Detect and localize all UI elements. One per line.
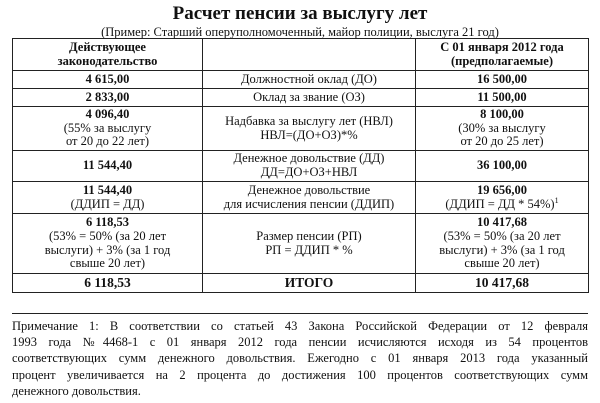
cell-current: 6 118,53 (53% = 50% (за 20 лет выслуги) + 3% (за 1 год свыше 20 лет) bbox=[13, 214, 203, 274]
cell-future: 19 656,00 (ДДИП = ДД * 54%)$^1$ bbox=[416, 182, 589, 214]
footnote-line: соответствующих сумм денежного довольствия. Ежегодно с 01 января 2013 года указанный bbox=[12, 351, 588, 366]
total-future: 10 417,68 bbox=[416, 274, 589, 293]
cell-current: 4 096,40 (55% за выслугу от 20 до 22 лет) bbox=[13, 107, 203, 151]
footnote-line: 1993 года №4468-1 с 01 января 2012 года пенсии исчисляются исходя из 54 процентов bbox=[12, 335, 588, 350]
table-row bbox=[13, 182, 589, 214]
cell-future: 16 500,00 bbox=[416, 71, 589, 89]
footnote-line: Примечание 1: В соответствии со статьей 43 Закона Российской Федерации от 12 февраля bbox=[12, 319, 588, 333]
cell-current: 4 615,00 bbox=[13, 71, 203, 89]
header-empty-cell bbox=[203, 39, 416, 71]
table-row bbox=[13, 71, 589, 89]
total-label: ИТОГО bbox=[203, 274, 416, 293]
table-header-row bbox=[13, 39, 589, 71]
table-row bbox=[13, 107, 589, 151]
cell-label: Денежное довольствие (ДД) ДД=ДО+ОЗ+НВЛ bbox=[203, 151, 416, 182]
table-row bbox=[13, 151, 589, 182]
cell-future: 10 417,68 (53% = 50% (за 20 лет выслуги) + 3% (за 1 год свыше 20 лет) bbox=[416, 214, 589, 274]
cell-current: 11 544,40 (ДДИП = ДД) bbox=[13, 182, 203, 214]
document-title: Расчет пенсии за выслугу лет bbox=[172, 3, 428, 24]
cell-label: Денежное довольствие для исчисления пенсии (ДДИП) bbox=[203, 182, 416, 214]
document-subtitle: (Пример: Старший оперуполномоченный, майор полиции, выслуга 21 год) bbox=[101, 25, 499, 39]
cell-label: Надбавка за выслугу лет (НВЛ) НВЛ=(ДО+ОЗ)*% bbox=[203, 107, 416, 151]
cell-label: Оклад за звание (ОЗ) bbox=[203, 89, 416, 107]
cell-future: 11 500,00 bbox=[416, 89, 589, 107]
header-current-law: Действующее законодательство bbox=[13, 39, 203, 71]
cell-current: 2 833,00 bbox=[13, 89, 203, 107]
cell-future: 8 100,00 (30% за выслугу от 20 до 25 лет) bbox=[416, 107, 589, 151]
header-future: С 01 января 2012 года (предполагаемые) bbox=[416, 39, 589, 71]
cell-current: 11 544,40 bbox=[13, 151, 203, 182]
cell-future: 36 100,00 bbox=[416, 151, 589, 182]
total-current: 6 118,53 bbox=[13, 274, 203, 293]
footnote bbox=[12, 313, 588, 399]
cell-label: Размер пенсии (РП) РП = ДДИП * % bbox=[203, 214, 416, 274]
table-row bbox=[13, 214, 589, 274]
cell-label: Должностной оклад (ДО) bbox=[203, 71, 416, 89]
footnote-line: процент увеличивается на 2 процента до достижения 100 процентов соответствующих сумм bbox=[12, 367, 588, 382]
footnote-marker: 1 bbox=[554, 195, 559, 205]
table-total-row bbox=[13, 274, 589, 293]
pension-table bbox=[12, 38, 589, 293]
table-row bbox=[13, 89, 589, 107]
footnote-line: денежного довольствия. bbox=[12, 383, 141, 398]
